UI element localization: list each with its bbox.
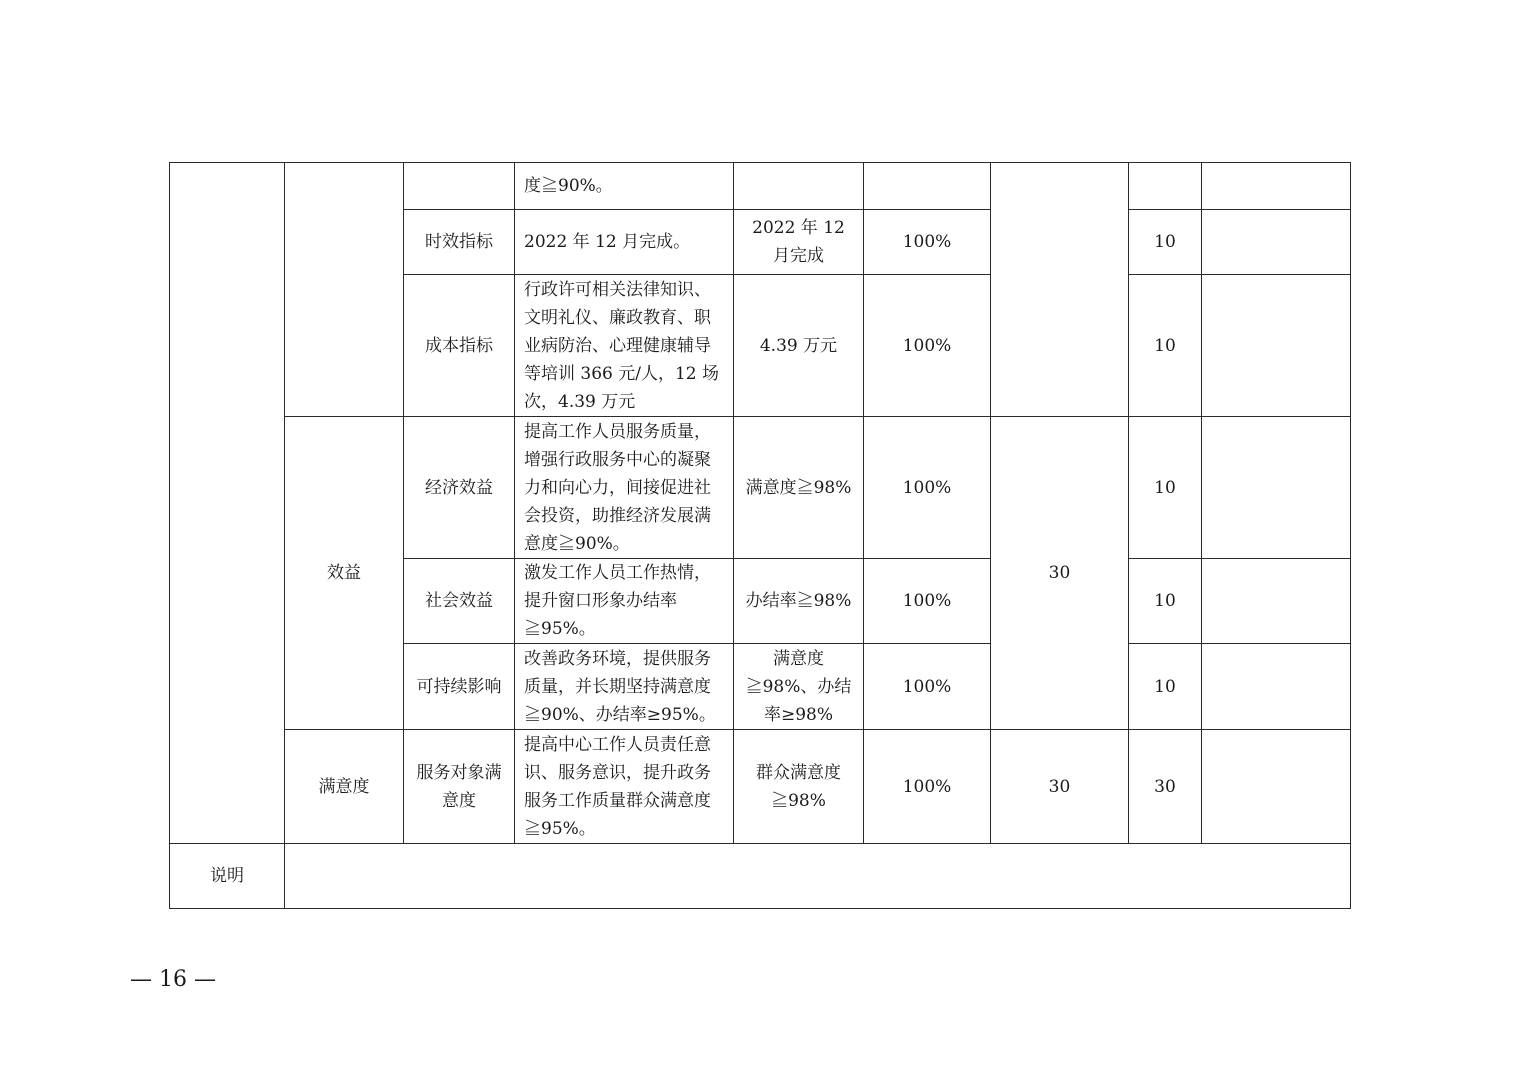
- indicator-cell: 经济效益: [404, 417, 515, 559]
- level1-category-cell: [170, 163, 285, 844]
- content-cell: 改善政务环境，提供服务质量，并长期坚持满意度≧90%、办结率≥95%。: [515, 644, 734, 730]
- remark-cell: [1202, 210, 1351, 275]
- completion-cell: 100%: [864, 644, 991, 730]
- indicator-cell: 成本指标: [404, 275, 515, 417]
- content-cell: 度≧90%。: [515, 163, 734, 210]
- content-cell: 行政许可相关法律知识、文明礼仪、廉政教育、职业病防治、心理健康辅导等培训 366 元/人，12 场次，4.39 万元: [515, 275, 734, 417]
- indicator-cell: [404, 163, 515, 210]
- content-cell: 2022 年 12 月完成。: [515, 210, 734, 275]
- remark-cell: [1202, 730, 1351, 844]
- content-cell: 提高工作人员服务质量，增强行政服务中心的凝聚力和向心力，间接促进社会投资，助推经济发展满意度≧90%。: [515, 417, 734, 559]
- completion-cell: 100%: [864, 559, 991, 644]
- notes-value: [285, 844, 1351, 909]
- benefit-category-cell: 效益: [285, 417, 404, 730]
- performance-table: [169, 162, 1351, 909]
- weight-cell: [991, 163, 1129, 417]
- content-cell: 提高中心工作人员责任意识、服务意识，提升政务服务工作质量群众满意度≧95%。: [515, 730, 734, 844]
- indicator-cell: 时效指标: [404, 210, 515, 275]
- indicator-cell: 社会效益: [404, 559, 515, 644]
- target-cell: 办结率≧98%: [734, 559, 864, 644]
- completion-cell: 100%: [864, 730, 991, 844]
- score-cell: 10: [1129, 275, 1202, 417]
- completion-cell: [864, 163, 991, 210]
- remark-cell: [1202, 644, 1351, 730]
- score-cell: 10: [1129, 559, 1202, 644]
- benefit-weight-cell: 30: [991, 417, 1129, 730]
- remark-cell: [1202, 275, 1351, 417]
- score-cell: 30: [1129, 730, 1202, 844]
- table-row: [170, 417, 1351, 559]
- notes-row: [170, 844, 1351, 909]
- completion-cell: 100%: [864, 275, 991, 417]
- target-cell: [734, 163, 864, 210]
- satisfaction-weight-cell: 30: [991, 730, 1129, 844]
- satisfaction-category-cell: 满意度: [285, 730, 404, 844]
- remark-cell: [1202, 417, 1351, 559]
- target-cell: 满意度≧98%: [734, 417, 864, 559]
- target-cell: 2022 年 12 月完成: [734, 210, 864, 275]
- table-row: [170, 730, 1351, 844]
- page-number: — 16 —: [130, 967, 216, 992]
- indicator-cell: 服务对象满意度: [404, 730, 515, 844]
- score-cell: [1129, 163, 1202, 210]
- remark-cell: [1202, 559, 1351, 644]
- score-cell: 10: [1129, 417, 1202, 559]
- target-cell: 满意度≧98%、办结率≥98%: [734, 644, 864, 730]
- notes-label: 说明: [170, 844, 285, 909]
- indicator-cell: 可持续影响: [404, 644, 515, 730]
- remark-cell: [1202, 163, 1351, 210]
- completion-cell: 100%: [864, 210, 991, 275]
- completion-cell: 100%: [864, 417, 991, 559]
- target-cell: 4.39 万元: [734, 275, 864, 417]
- score-cell: 10: [1129, 644, 1202, 730]
- content-cell: 激发工作人员工作热情，提升窗口形象办结率≧95%。: [515, 559, 734, 644]
- target-cell: 群众满意度≧98%: [734, 730, 864, 844]
- level2-category-cell: [285, 163, 404, 417]
- score-cell: 10: [1129, 210, 1202, 275]
- table-row: [170, 163, 1351, 210]
